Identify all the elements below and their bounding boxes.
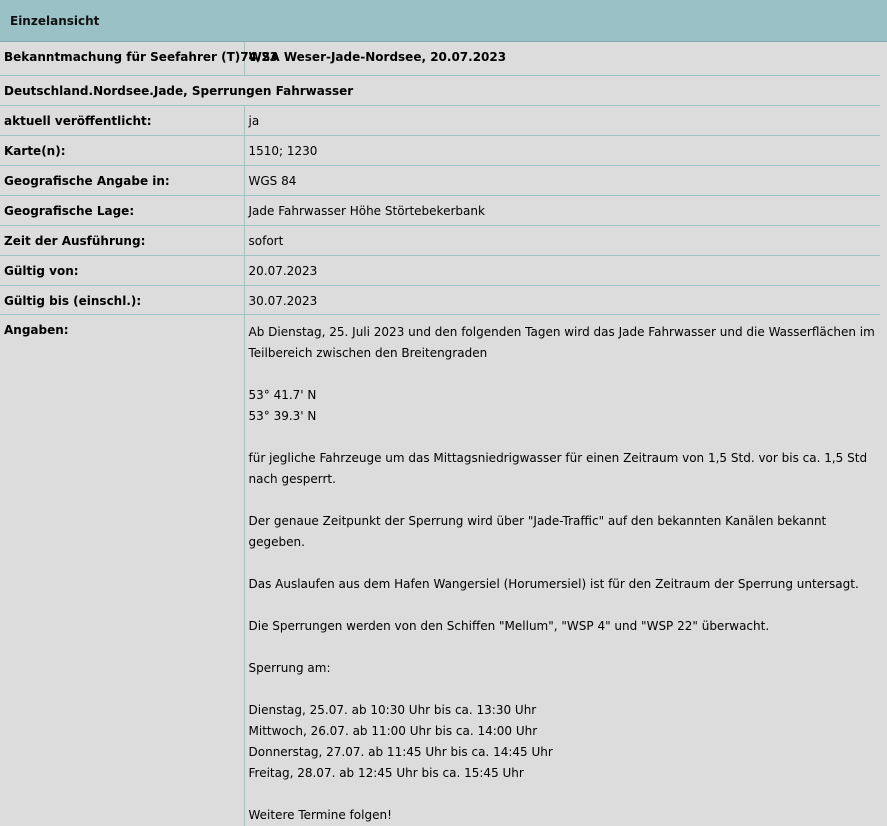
field-value: sofort bbox=[244, 225, 880, 255]
angaben-paragraph: für jegliche Fahrzeuge um das Mittagsniedrigwasser für einen Zeitraum von 1,5 Std. vor bis ca. 1,5 Std nach gesperrt. bbox=[248, 450, 868, 486]
table-row bbox=[0, 285, 880, 314]
field-label: Karte(n): bbox=[0, 135, 244, 165]
notice-details-table bbox=[0, 42, 880, 826]
schedule-item: Mittwoch, 26.07. ab 11:00 Uhr bis ca. 14:00 Uhr bbox=[248, 723, 538, 738]
field-value: Jade Fahrwasser Höhe Störtebekerbank bbox=[244, 195, 880, 225]
notice-header-row bbox=[0, 42, 880, 75]
schedule-item: Donnerstag, 27.07. ab 11:45 Uhr bis ca. 14:45 Uhr bbox=[248, 744, 553, 759]
notice-subject: Deutschland.Nordsee.Jade, Sperrungen Fahrwasser bbox=[0, 75, 880, 105]
schedule-item: Freitag, 28.07. ab 12:45 Uhr bis ca. 15:45 Uhr bbox=[248, 765, 524, 780]
field-value: 30.07.2023 bbox=[244, 285, 880, 314]
schedule-heading: Sperrung am: bbox=[248, 660, 331, 675]
field-label: Gültig bis (einschl.): bbox=[0, 285, 244, 314]
field-value: ja bbox=[244, 105, 880, 135]
field-label: Zeit der Ausführung: bbox=[0, 225, 244, 255]
field-label: Gültig von: bbox=[0, 255, 244, 285]
notice-id: Bekanntmachung für Seefahrer (T)74/23 bbox=[0, 42, 244, 75]
field-label: aktuell veröffentlicht: bbox=[0, 105, 244, 135]
field-value: WGS 84 bbox=[244, 165, 880, 195]
notice-subject-row bbox=[0, 75, 880, 105]
angaben-paragraph: Der genaue Zeitpunkt der Sperrung wird über "Jade-Traffic" auf den bekannten Kanälen bekannt gegeben. bbox=[248, 513, 827, 549]
angaben-paragraph: Das Auslaufen aus dem Hafen Wangersiel (Horumersiel) ist für den Zeitraum der Sperrung untersagt. bbox=[248, 576, 859, 591]
table-row bbox=[0, 225, 880, 255]
page-title: Einzelansicht bbox=[0, 0, 887, 42]
table-row bbox=[0, 165, 880, 195]
angaben-text bbox=[244, 314, 880, 826]
angaben-intro: Ab Dienstag, 25. Juli 2023 und den folgenden Tagen wird das Jade Fahrwasser und die Wasserflächen im Teilbereich zwischen den Breitengraden bbox=[248, 324, 875, 360]
latitude-north: 53° 41.7' N bbox=[248, 387, 317, 402]
field-label: Geografische Lage: bbox=[0, 195, 244, 225]
notice-issuer: WSA Weser-Jade-Nordsee, 20.07.2023 bbox=[244, 42, 880, 75]
table-row bbox=[0, 105, 880, 135]
latitude-south: 53° 39.3' N bbox=[248, 408, 317, 423]
angaben-paragraph: Die Sperrungen werden von den Schiffen "Mellum", "WSP 4" und "WSP 22" überwacht. bbox=[248, 618, 770, 633]
table-row bbox=[0, 255, 880, 285]
angaben-label: Angaben: bbox=[0, 314, 244, 826]
table-row bbox=[0, 195, 880, 225]
angaben-footer: Weitere Termine folgen! bbox=[248, 807, 392, 822]
field-value: 1510; 1230 bbox=[244, 135, 880, 165]
field-label: Geografische Angabe in: bbox=[0, 165, 244, 195]
schedule-item: Dienstag, 25.07. ab 10:30 Uhr bis ca. 13:30 Uhr bbox=[248, 702, 537, 717]
field-value: 20.07.2023 bbox=[244, 255, 880, 285]
angaben-row bbox=[0, 314, 880, 826]
table-row bbox=[0, 135, 880, 165]
